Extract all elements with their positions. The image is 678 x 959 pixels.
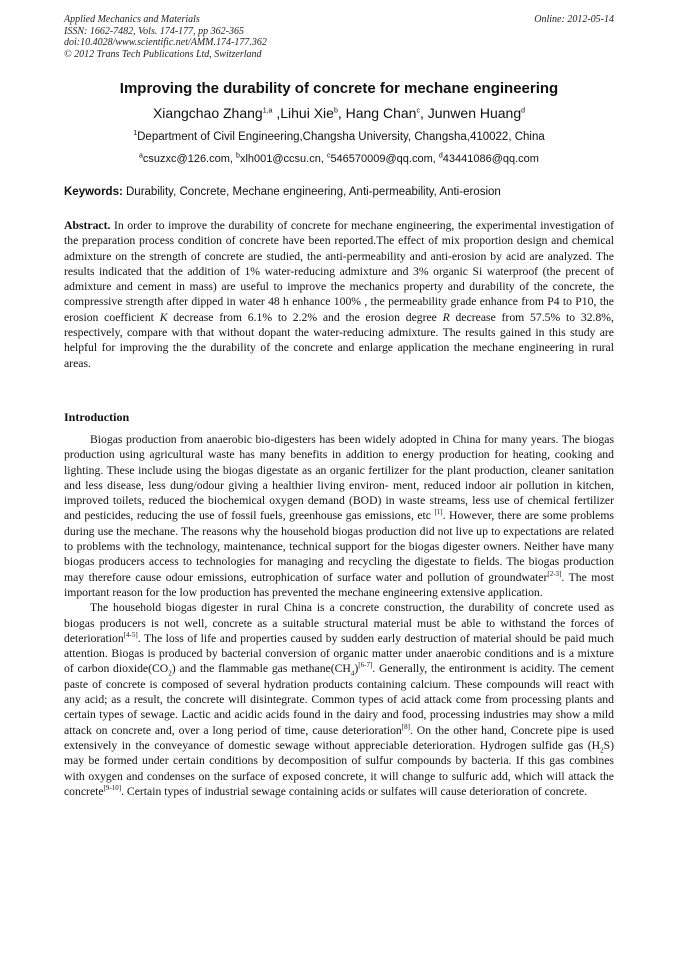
doi-line: doi:10.4028/www.scientific.net/AMM.174-177.362: [64, 37, 267, 48]
abstract-text: In order to improve the durability of concrete for mechane engineering, the experimental investigation of the preparation process condition of concrete have been reported.The effect of mix proportion design and chemical admixture on the strength of concrete are studied, the anti-permeability and anti-erosion by acid are analyzed. The results indicated that the addition of 1% water-reducing admixture and 3% organic Si waterproof (the precent of admixture and cement in mass) are useful to improve the mechanics property and durability of the concrete, the compressive strength after dipped in water 48 h enhance 100% , the permeability grade enhance from P4 to P10, the erosion coefficient: [64, 219, 614, 324]
symbol-r: R: [442, 310, 450, 324]
author-affil-mark: d: [521, 107, 526, 115]
issn-line: ISSN: 1662-7482, Vols. 174-177, pp 362-365: [64, 25, 244, 37]
citation[interactable]: [6-7]: [358, 661, 373, 670]
keywords-text: Durability, Concrete, Mechane engineering, Anti-permeability, Anti-erosion: [122, 186, 501, 198]
author-separator: ,: [337, 105, 346, 121]
email-mark: d: [438, 152, 443, 160]
online-date: Online: 2012-05-14: [534, 14, 614, 25]
subscript: 2: [600, 746, 604, 755]
section-heading-introduction: Introduction: [64, 410, 130, 424]
subscript: 2: [168, 669, 172, 678]
email-mark: c: [326, 152, 331, 160]
affiliation-text: Department of Civil Engineering,Changsha University, Changsha,410022, China: [137, 131, 545, 143]
email-address[interactable]: 43441086@qq.com: [442, 153, 539, 165]
paragraph: [64, 600, 614, 799]
email-mark: b: [236, 152, 240, 160]
introduction-body: [64, 432, 614, 799]
email-separator: ,: [229, 153, 237, 165]
paragraph: [64, 432, 614, 600]
author-name: Hang Chan: [345, 105, 417, 121]
author-separator: ,: [419, 105, 428, 121]
author-separator: ,: [272, 105, 281, 121]
paragraph-text: Biogas production from anaerobic bio-digesters has been widely adopted in China for many years. The biogas production using agricultural waste has many benefits in addition to energy production for heating, cooking and lighting. These include using the biogas digestate as an organic fertilizer for the plant production, cleaner sanitation and less disease, less dung/odour giving a healthier living environ- ment, reduced indoor air pollution in kitchen, improved toilets, reduced the biochemical oxygen demand (BOD) in waste streams, less use of chemical fertilizer and pesticides, reducing the use of fossil fuels, greenhouse gas emissions, etc: [64, 433, 614, 523]
paragraph-text: . On the other hand, Concrete pipe is used extensively in the conveyance of domestic sewage without appreciable deterioration. Hydrogen sulfide gas (H: [64, 723, 614, 752]
author-affil-mark: b: [333, 107, 338, 115]
email-mark: a: [139, 152, 143, 160]
email-address[interactable]: xlh001@ccsu.cn: [239, 153, 321, 165]
paper-title: Improving the durability of concrete for mechane engineering: [119, 80, 559, 97]
author-name: Xiangchao Zhang: [152, 105, 263, 121]
paragraph-text: ) and the flammable gas methane(CH: [171, 662, 351, 676]
paragraph-text: S) may be formed under certain conditions by decomposition of sulfur compounds by bacteria. If this gas combines with oxygen and condenses on the surface of exposed concrete, it will change to sulfuric add, which will attack the concrete: [64, 738, 614, 798]
paragraph-text: . Certain types of industrial sewage containing acids or sulfates will cause deterioration of concrete.: [121, 784, 588, 798]
citation[interactable]: [9-10]: [103, 783, 122, 792]
paragraph-text: . The most important reason for the low production has prevented the mechane engineering extensive application.: [64, 570, 614, 599]
author-affil-mark: 1,a: [262, 107, 273, 115]
subscript: 4: [350, 669, 355, 678]
author-name: Junwen Huang: [427, 105, 522, 121]
paragraph-text: The household biogas digester in rural China is a concrete construction, the durability of concrete used as biogas producers is not well, concrete as a suitable structural material must be able to withstand the forces of deterioration: [64, 601, 614, 645]
abstract-text: decrease from 57.5% to 32.8%, respectively, compare with that without dopant the water-reducing admixture. The results gained in this study are helpful for improving the the durability of the concrete and enlarge application the mechane engineering in rural areas.: [64, 310, 614, 370]
journal-meta: [64, 14, 267, 60]
citation[interactable]: [2-3]: [547, 569, 562, 578]
citation[interactable]: [8]: [401, 722, 410, 731]
abstract-text: decrease from 6.1% to 2.2% and the erosion degree: [167, 310, 443, 324]
author-name: Lihui Xie: [280, 105, 334, 121]
affiliation-mark: 1: [133, 130, 138, 138]
paragraph-text: . The loss of life and properties caused by sudden early destruction of material should be paid much attention. Biogas is produced by bacterial conversion of organic matter under anaerobic conditions and is a mixture of carbon dioxide(CO: [64, 631, 614, 676]
symbol-k: K: [159, 310, 168, 324]
citation[interactable]: [1]: [434, 508, 443, 517]
copyright-line: © 2012 Trans Tech Publications Ltd, Switzerland: [64, 48, 262, 60]
journal-name: Applied Mechanics and Materials: [64, 14, 200, 25]
keywords-label: Keywords:: [64, 186, 123, 198]
paragraph-text: . Generally, the entironment is acidity. The cement paste of concrete is composed of several hydration products containing calcium. These compounds will react with any acid; as a result, the concrete will disintegrate. Common types of acid attack come from processing plants and certain types of sewage. Lactic and acidic acids found in the dairy and food, processing industries may show a mild attack on concrete and, over a long period of time, cause deterioration: [64, 662, 614, 737]
paragraph-text: ): [354, 662, 359, 676]
email-separator: ,: [320, 153, 327, 165]
abstract-label: Abstract.: [64, 219, 111, 232]
paragraph-text: . However, there are some problems during use the mechane. The reasons why the household biogas production did not live up to expectations are related to problems with the technology, maintenance, technical support for the biogas digester owners. Neither have many biogas producers access to technologies for managing and recycling the digestate to fields. The biogas production may therefore cause odour emissions, eutrophication of surface water and pollution of groundwater: [64, 509, 614, 584]
keywords: [64, 186, 624, 198]
author-affil-mark: c: [416, 107, 420, 115]
email-list: [40, 153, 638, 165]
abstract: [64, 218, 614, 371]
affiliation: [40, 131, 638, 143]
email-separator: ,: [432, 153, 439, 165]
email-address[interactable]: csuzxc@126.com: [142, 153, 230, 165]
citation[interactable]: [4-5]: [123, 630, 138, 639]
author-list: [40, 105, 638, 121]
email-address[interactable]: 546570009@qq.com: [330, 153, 433, 165]
